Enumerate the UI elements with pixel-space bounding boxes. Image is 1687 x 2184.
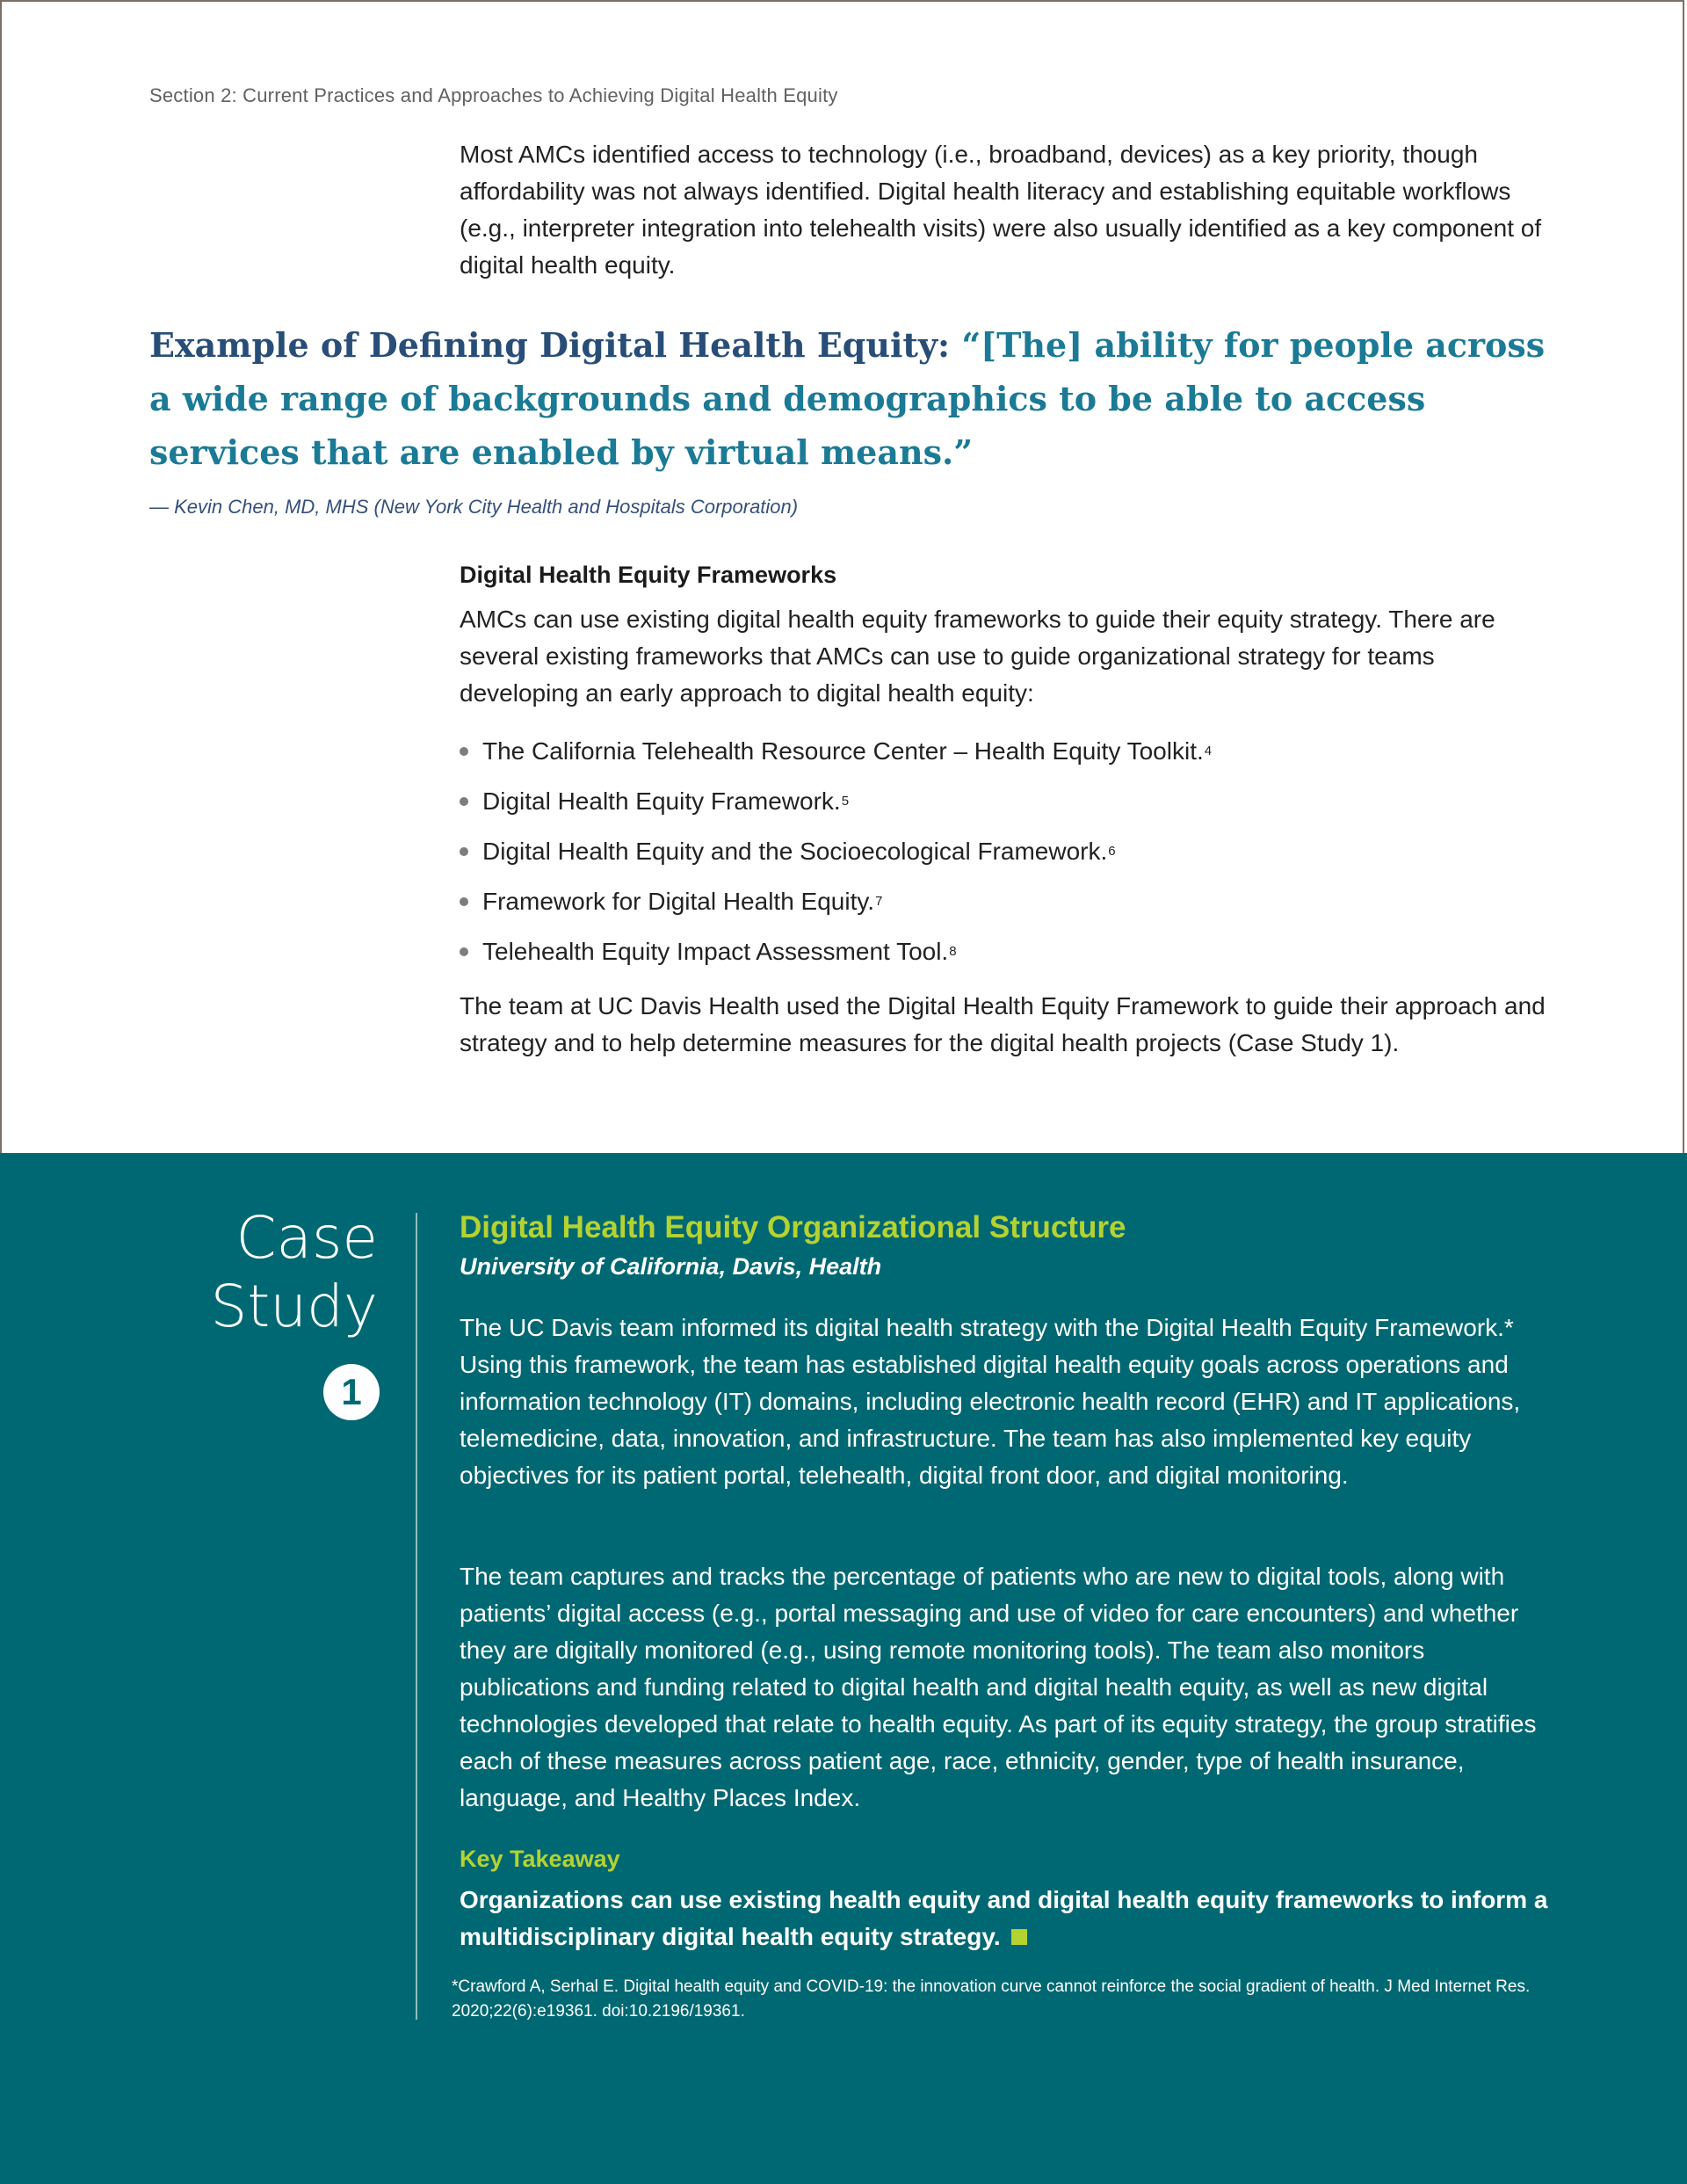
- key-takeaway-copy: Organizations can use existing health equity and digital health equity frameworks to inform a multidisciplinary digital health equity strategy.: [460, 1886, 1548, 1950]
- key-takeaway-text: [460, 1882, 1549, 1955]
- list-item-label: Digital Health Equity Framework.: [482, 787, 841, 815]
- section-label: Section 2: Current Practices and Approaches to Achieving Digital Health Equity: [149, 84, 838, 106]
- frameworks-list: [460, 726, 1549, 976]
- case-study-footnote: *Crawford A, Serhal E. Digital health equity and COVID-19: the innovation curve cannot reinforce the social gradient of health. J Med Internet Res. 2020;22(6):e19361. doi:10.2196/19361.: [452, 1977, 1531, 2021]
- list-item-label: Digital Health Equity and the Socioecological Framework.: [482, 837, 1108, 865]
- case-study-label: [185, 1204, 378, 1341]
- quote-label: Example of Defining Digital Health Equity:: [149, 325, 951, 365]
- list-item: Framework for Digital Health Equity. 7: [460, 876, 1549, 926]
- case-study-title: Digital Health Equity Organizational Structure: [460, 1210, 1126, 1244]
- case-label-line-1: Case: [235, 1204, 378, 1272]
- bullet-icon: [460, 947, 468, 956]
- list-item: Digital Health Equity Framework. 5: [460, 776, 1549, 826]
- frameworks-closing: The team at UC Davis Health used the Digital Health Equity Framework to guide their approach and strategy and to help determine measures for the digital health projects (Case Study 1).: [460, 992, 1546, 1056]
- bullet-icon: [460, 897, 468, 906]
- bullet-icon: [460, 847, 468, 856]
- bullet-icon: [460, 797, 468, 806]
- case-number-badge: 1: [323, 1364, 380, 1420]
- key-takeaway-label: Key Takeaway: [460, 1846, 620, 1872]
- end-marker-icon: [1011, 1929, 1027, 1945]
- frameworks-heading: Digital Health Equity Frameworks: [460, 562, 837, 588]
- quote-author: — Kevin Chen, MD, MHS (New York City Health and Hospitals Corporation): [149, 496, 799, 518]
- case-label-line-2: Study: [210, 1273, 378, 1340]
- intro-paragraph: Most AMCs identified access to technology (i.e., broadband, devices) as a key priority, though affordability was not always identified. Digital health literacy and establishing equitable workflows (e.g., interpreter integration into telehealth visits) were also usually identified as a key component of digital health equity.: [460, 141, 1542, 279]
- quote-text: “[The] ability for people across a wide range of backgrounds and demographics to be able to access services that are enabled by virtual means.”: [149, 325, 1546, 472]
- list-item: The California Telehealth Resource Center – Health Equity Toolkit. 4: [460, 726, 1549, 776]
- quote-block: [149, 318, 1555, 479]
- list-item: Digital Health Equity and the Socioecological Framework. 6: [460, 826, 1549, 876]
- case-study-paragraph-2: The team captures and tracks the percentage of patients who are new to digital tools, along with patients’ digital access (e.g., portal messaging and use of video for care encounters) and whether they are digitally monitored (e.g., using remote monitoring tools). The team also monitors publications and funding related to digital health and digital health equity, as well as new digital technologies developed that relate to health equity. As part of its equity strategy, the group stratifies each of these measures across patient age, race, ethnicity, gender, type of health insurance, language, and Healthy Places Index.: [460, 1563, 1537, 1811]
- bullet-icon: [460, 747, 468, 756]
- list-item-label: The California Telehealth Resource Center – Health Equity Toolkit.: [482, 736, 1204, 765]
- list-item-label: Telehealth Equity Impact Assessment Tool.: [482, 937, 949, 965]
- frameworks-intro: AMCs can use existing digital health equity frameworks to guide their equity strategy. There are several existing frameworks that AMCs can use to guide organizational strategy for teams developing an early approach to digital health equity:: [460, 606, 1495, 707]
- list-item: Telehealth Equity Impact Assessment Tool. 8: [460, 926, 1549, 976]
- case-study-subtitle: University of California, Davis, Health: [460, 1253, 882, 1280]
- list-item-label: Framework for Digital Health Equity.: [482, 887, 875, 915]
- case-study-paragraph-1: The UC Davis team informed its digital health strategy with the Digital Health Equity Framework.* Using this framework, the team has established digital health equity goals across operations and information technology (IT) domains, including electronic health record (EHR) and IT applications, telemedicine, data, innovation, and infrastructure. The team has also implemented key equity objectives for its patient portal, telehealth, digital front door, and digital monitoring.: [460, 1314, 1521, 1489]
- case-divider: [416, 1213, 417, 2020]
